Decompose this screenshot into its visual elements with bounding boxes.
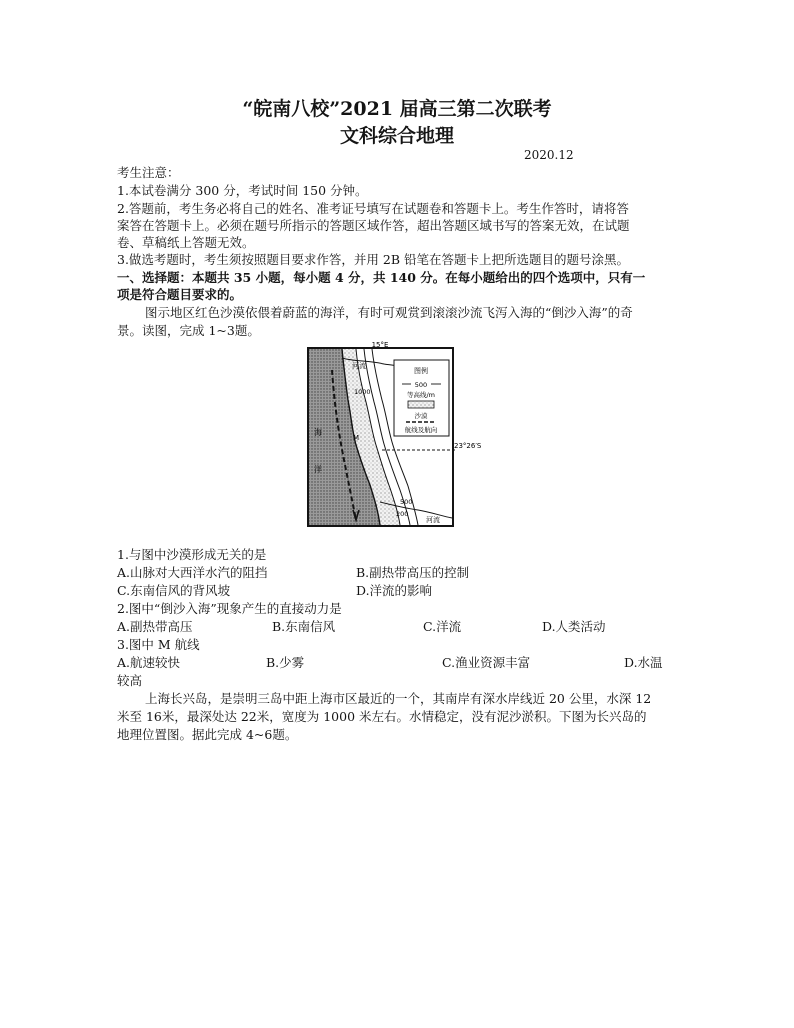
exam-date: 2020.12 [524, 148, 574, 162]
question-3-option-b: B.少雾 [266, 655, 305, 670]
ocean-label-2: 洋 [314, 465, 322, 474]
passage-1-line-1: 图示地区红色沙漠依偎着蔚蓝的海洋，有时可观赏到滚滚沙流飞泻入海的“倒沙入海”的奇 [145, 305, 633, 320]
notice-heading: 考生注意： [117, 165, 180, 180]
question-2-option-b: B.东南信风 [272, 619, 336, 634]
notice-item-2-line-3: 卷、草稿纸上答题无效。 [117, 235, 255, 250]
notice-item-3: 3.做选考题时，考生须按照题目要求作答，并用 2B 铅笔在答题卡上把所选题目的题号涂黑。 [117, 252, 630, 267]
question-1-option-d: D.洋流的影响 [356, 583, 433, 598]
question-1-option-a: A.山脉对大西洋水汽的阻挡 [117, 565, 268, 580]
ocean-label-1: 海 [314, 428, 322, 437]
river-label-bottom: 河流 [426, 516, 440, 524]
point-m-label: M [353, 434, 360, 442]
question-2-option-a: A.副热带高压 [117, 619, 193, 634]
exam-title: “皖南八校”2021 届高三第二次联考 [242, 98, 552, 120]
longitude-label: 15°E [371, 341, 389, 349]
question-3-option-d: D.水温 [624, 655, 663, 670]
question-3-option-d-continued: 较高 [117, 673, 143, 688]
notice-item-2-line-2: 案答在答题卡上。必须在题号所指示的答题区域作答，超出答题区域书写的答案无效，在试题 [117, 218, 630, 233]
river-label-top: 河流 [352, 362, 366, 370]
question-1-option-b: B.副热带高压的控制 [356, 565, 470, 580]
latitude-label: 23°26′S [454, 442, 482, 450]
question-2-stem: 2.图中“倒沙入海”现象产生的直接动力是 [117, 601, 342, 616]
question-2-option-c: C.洋流 [423, 619, 462, 634]
contour-label-200: 200 [396, 510, 409, 518]
legend-desert-swatch [408, 401, 434, 408]
notice-item-1: 1.本试卷满分 300 分，考试时间 150 分钟。 [117, 183, 368, 198]
passage-2-line-1: 上海长兴岛，是崇明三岛中距上海市区最近的一个，其南岸有深水岸线近 20 公里，水深 12 [145, 691, 652, 706]
passage-1-line-2: 景。读图，完成 1~3题。 [117, 323, 260, 338]
question-3-option-a: A.航速较快 [117, 655, 181, 670]
exam-subtitle: 文科综合地理 [339, 125, 454, 147]
section-heading-line-2: 项是符合题目要求的。 [117, 287, 243, 302]
legend-contour-label: 等高线/m [406, 391, 436, 399]
question-2-option-d: D.人类活动 [542, 619, 606, 634]
section-heading-line-1: 一、选择题：本题共 35 小题，每小题 4 分，共 140 分。在每小题给出的四个选项中，只有一 [117, 270, 646, 285]
passage-2-line-2: 米至 16米，最深处达 22米，宽度为 1000 米左右。水情稳定，没有泥沙淤积。下图为长兴岛的 [117, 709, 647, 724]
question-3-stem: 3.图中 M 航线 [117, 637, 200, 652]
question-1-stem: 1.与图中沙漠形成无关的是 [117, 547, 267, 562]
question-3-option-c: C.渔业资源丰富 [442, 655, 531, 670]
desert-coast-map [296, 340, 492, 530]
legend-contour-value: 500 [414, 381, 428, 389]
contour-label-1000: 1000 [354, 388, 371, 396]
legend-route-label: 航线及航向 [404, 426, 438, 434]
notice-item-2-line-1: 2.答题前，考生务必将自己的姓名、准考证号填写在试题卷和答题卡上。考生作答时，请将答 [117, 201, 629, 216]
contour-label-500: 500 [400, 498, 413, 506]
legend-title: 图例 [414, 367, 428, 375]
legend-desert-label: 沙漠 [414, 412, 428, 420]
passage-2-line-3: 地理位置图。据此完成 4~6题。 [117, 727, 298, 742]
question-1-option-c: C.东南信风的背风坡 [117, 583, 231, 598]
